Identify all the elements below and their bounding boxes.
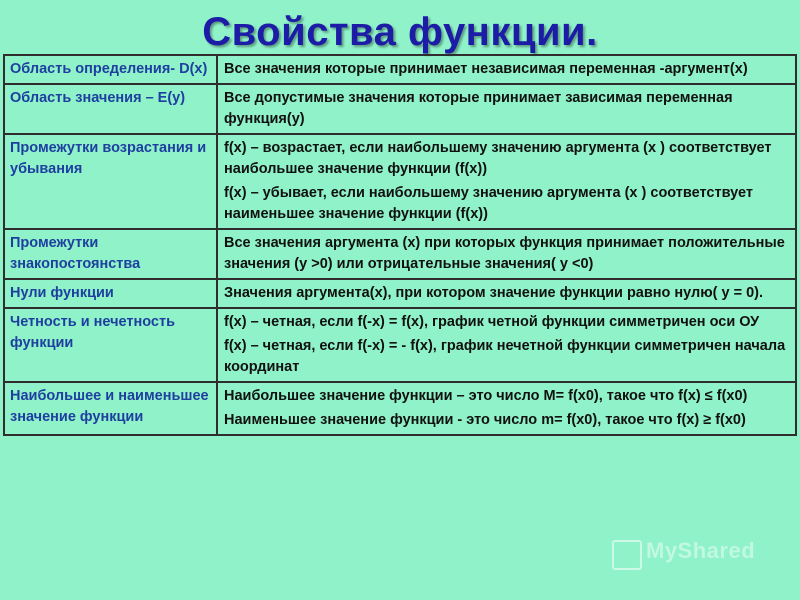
- table-row: [4, 279, 796, 308]
- description-cell: [217, 279, 796, 308]
- description-text: Наименьшее значение функции - это число m= f(x0), такое что f(x) ≥ f(x0): [224, 412, 746, 428]
- description-text: Все значения аргумента (х) при которых функция принимает положительные значения (у >0) или отрицательные значения( у <0): [224, 235, 785, 272]
- property-cell: Область определения- D(x): [4, 55, 217, 84]
- description-cell: [217, 382, 796, 435]
- property-cell: Промежутки знакопостоянства: [4, 229, 217, 279]
- description-cell: [217, 55, 796, 84]
- property-cell: Наибольшее и наименьшее значение функции: [4, 382, 217, 435]
- watermark-text: MyShared: [646, 538, 756, 563]
- description-cell: [217, 84, 796, 134]
- description-text: Значения аргумента(х), при котором значение функции равно нулю( у = 0).: [224, 285, 764, 301]
- function-properties-table: [3, 54, 797, 436]
- description-cell: [217, 134, 796, 229]
- description-text: f(x) – возрастает, если наибольшему значению аргумента (х ) соответствует наибольшее значение функции (f(x)): [224, 140, 772, 177]
- description-cell: [217, 308, 796, 382]
- description-text: Все допустимые значения которые принимает зависимая переменная функция(у): [224, 90, 733, 127]
- watermark-logo-icon: [612, 540, 642, 570]
- property-cell: Область значения – E(y): [4, 84, 217, 134]
- table-row: [4, 84, 796, 134]
- table-row: [4, 55, 796, 84]
- property-cell: Четность и нечетность функции: [4, 308, 217, 382]
- property-cell: Промежутки возрастания и убывания: [4, 134, 217, 229]
- description-cell: [217, 229, 796, 279]
- table-row: [4, 134, 796, 229]
- table-row: [4, 229, 796, 279]
- table-row: [4, 308, 796, 382]
- page-title: Свойства функции.: [202, 10, 598, 54]
- property-cell: Нули функции: [4, 279, 217, 308]
- description-text: Все значения которые принимает независимая переменная -аргумент(х): [224, 61, 748, 77]
- watermark: [612, 536, 792, 576]
- description-text: f(x) – убывает, если наибольшему значению аргумента (х ) соответствует наименьшее значение функции (f(x)): [224, 185, 753, 222]
- description-text: f(x) – четная, если f(-x) = - f(x), график нечетной функции симметричен начала координат: [224, 338, 786, 375]
- table-row: [4, 382, 796, 435]
- description-text: f(x) – четная, если f(-x) = f(x), график четной функции симметричен оси ОУ: [224, 314, 760, 330]
- description-text: Наибольшее значение функции – это число M= f(x0), такое что f(x) ≤ f(x0): [224, 388, 748, 404]
